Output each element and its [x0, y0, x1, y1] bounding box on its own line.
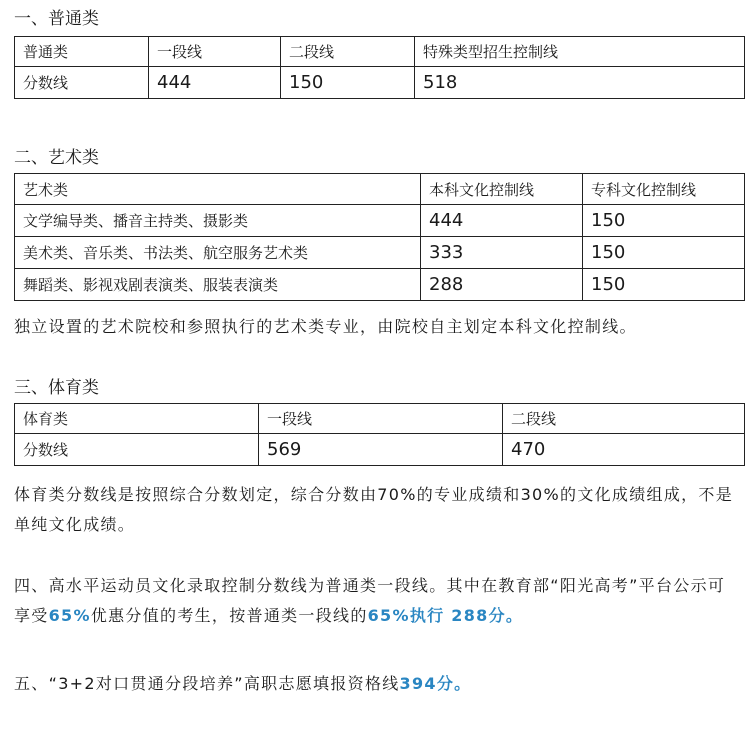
table-cell: 470 — [503, 434, 745, 466]
vocational-text: 五、“3+2对口贯通分段培养”高职志愿填报资格线 — [14, 674, 400, 693]
table-cell: 文学编导类、播音主持类、摄影类 — [15, 205, 421, 237]
table-header-cell: 二段线 — [281, 37, 415, 67]
table-cell: 444 — [421, 205, 583, 237]
athlete-highlight-score: 65%执行 288分。 — [367, 606, 524, 625]
table-cell: 舞蹈类、影视戏剧表演类、服装表演类 — [15, 269, 421, 301]
table-row — [15, 205, 745, 237]
table-cell: 150 — [583, 269, 745, 301]
table-row — [15, 269, 745, 301]
table-header-row — [15, 174, 745, 205]
athlete-paragraph — [14, 571, 742, 631]
table-header-row — [15, 37, 745, 67]
table-row — [15, 67, 745, 99]
sports-note: 体育类分数线是按照综合分数划定，综合分数由70%的专业成绩和30%的文化成绩组成，不是单纯文化成绩。 — [14, 485, 734, 534]
table-cell: 分数线 — [15, 434, 259, 466]
vocational-paragraph — [14, 669, 742, 699]
table-header-cell: 艺术类 — [15, 174, 421, 205]
table-header-cell: 二段线 — [503, 404, 745, 434]
table-header-cell: 本科文化控制线 — [421, 174, 583, 205]
table-header-cell: 一段线 — [259, 404, 503, 434]
table-header-cell: 专科文化控制线 — [583, 174, 745, 205]
table-row — [15, 237, 745, 269]
table-cell: 518 — [415, 67, 745, 99]
table-header-cell: 一段线 — [149, 37, 281, 67]
table-header-cell: 体育类 — [15, 404, 259, 434]
section-1-heading: 一、普通类 — [14, 9, 99, 29]
table-cell: 150 — [281, 67, 415, 99]
table-header-cell: 特殊类型招生控制线 — [415, 37, 745, 67]
table-cell: 569 — [259, 434, 503, 466]
art-note: 独立设置的艺术院校和参照执行的艺术类专业，由院校自主划定本科文化控制线。 — [14, 317, 637, 336]
athlete-text-b: 优惠分值的考生，按普通类一段线的 — [90, 606, 368, 625]
table-row — [15, 434, 745, 466]
table-header-row — [15, 404, 745, 434]
ordinary-score-table — [14, 36, 745, 99]
section-2-heading: 二、艺术类 — [14, 148, 99, 168]
table-header-cell: 普通类 — [15, 37, 149, 67]
table-cell: 分数线 — [15, 67, 149, 99]
table-cell: 333 — [421, 237, 583, 269]
athlete-highlight-percent: 65% — [48, 606, 91, 625]
table-cell: 288 — [421, 269, 583, 301]
table-cell: 150 — [583, 237, 745, 269]
art-score-table — [14, 173, 745, 301]
vocational-highlight-score: 394分。 — [399, 674, 472, 693]
sports-score-table — [14, 403, 745, 466]
athlete-text-a: 四、高水平运动员文化录取控制分数线为普通类一段线。其中在教育部“阳光高考”平台公示可享受 — [14, 576, 726, 625]
table-cell: 美术类、音乐类、书法类、航空服务艺术类 — [15, 237, 421, 269]
table-cell: 444 — [149, 67, 281, 99]
section-3-heading: 三、体育类 — [14, 378, 99, 398]
table-cell: 150 — [583, 205, 745, 237]
